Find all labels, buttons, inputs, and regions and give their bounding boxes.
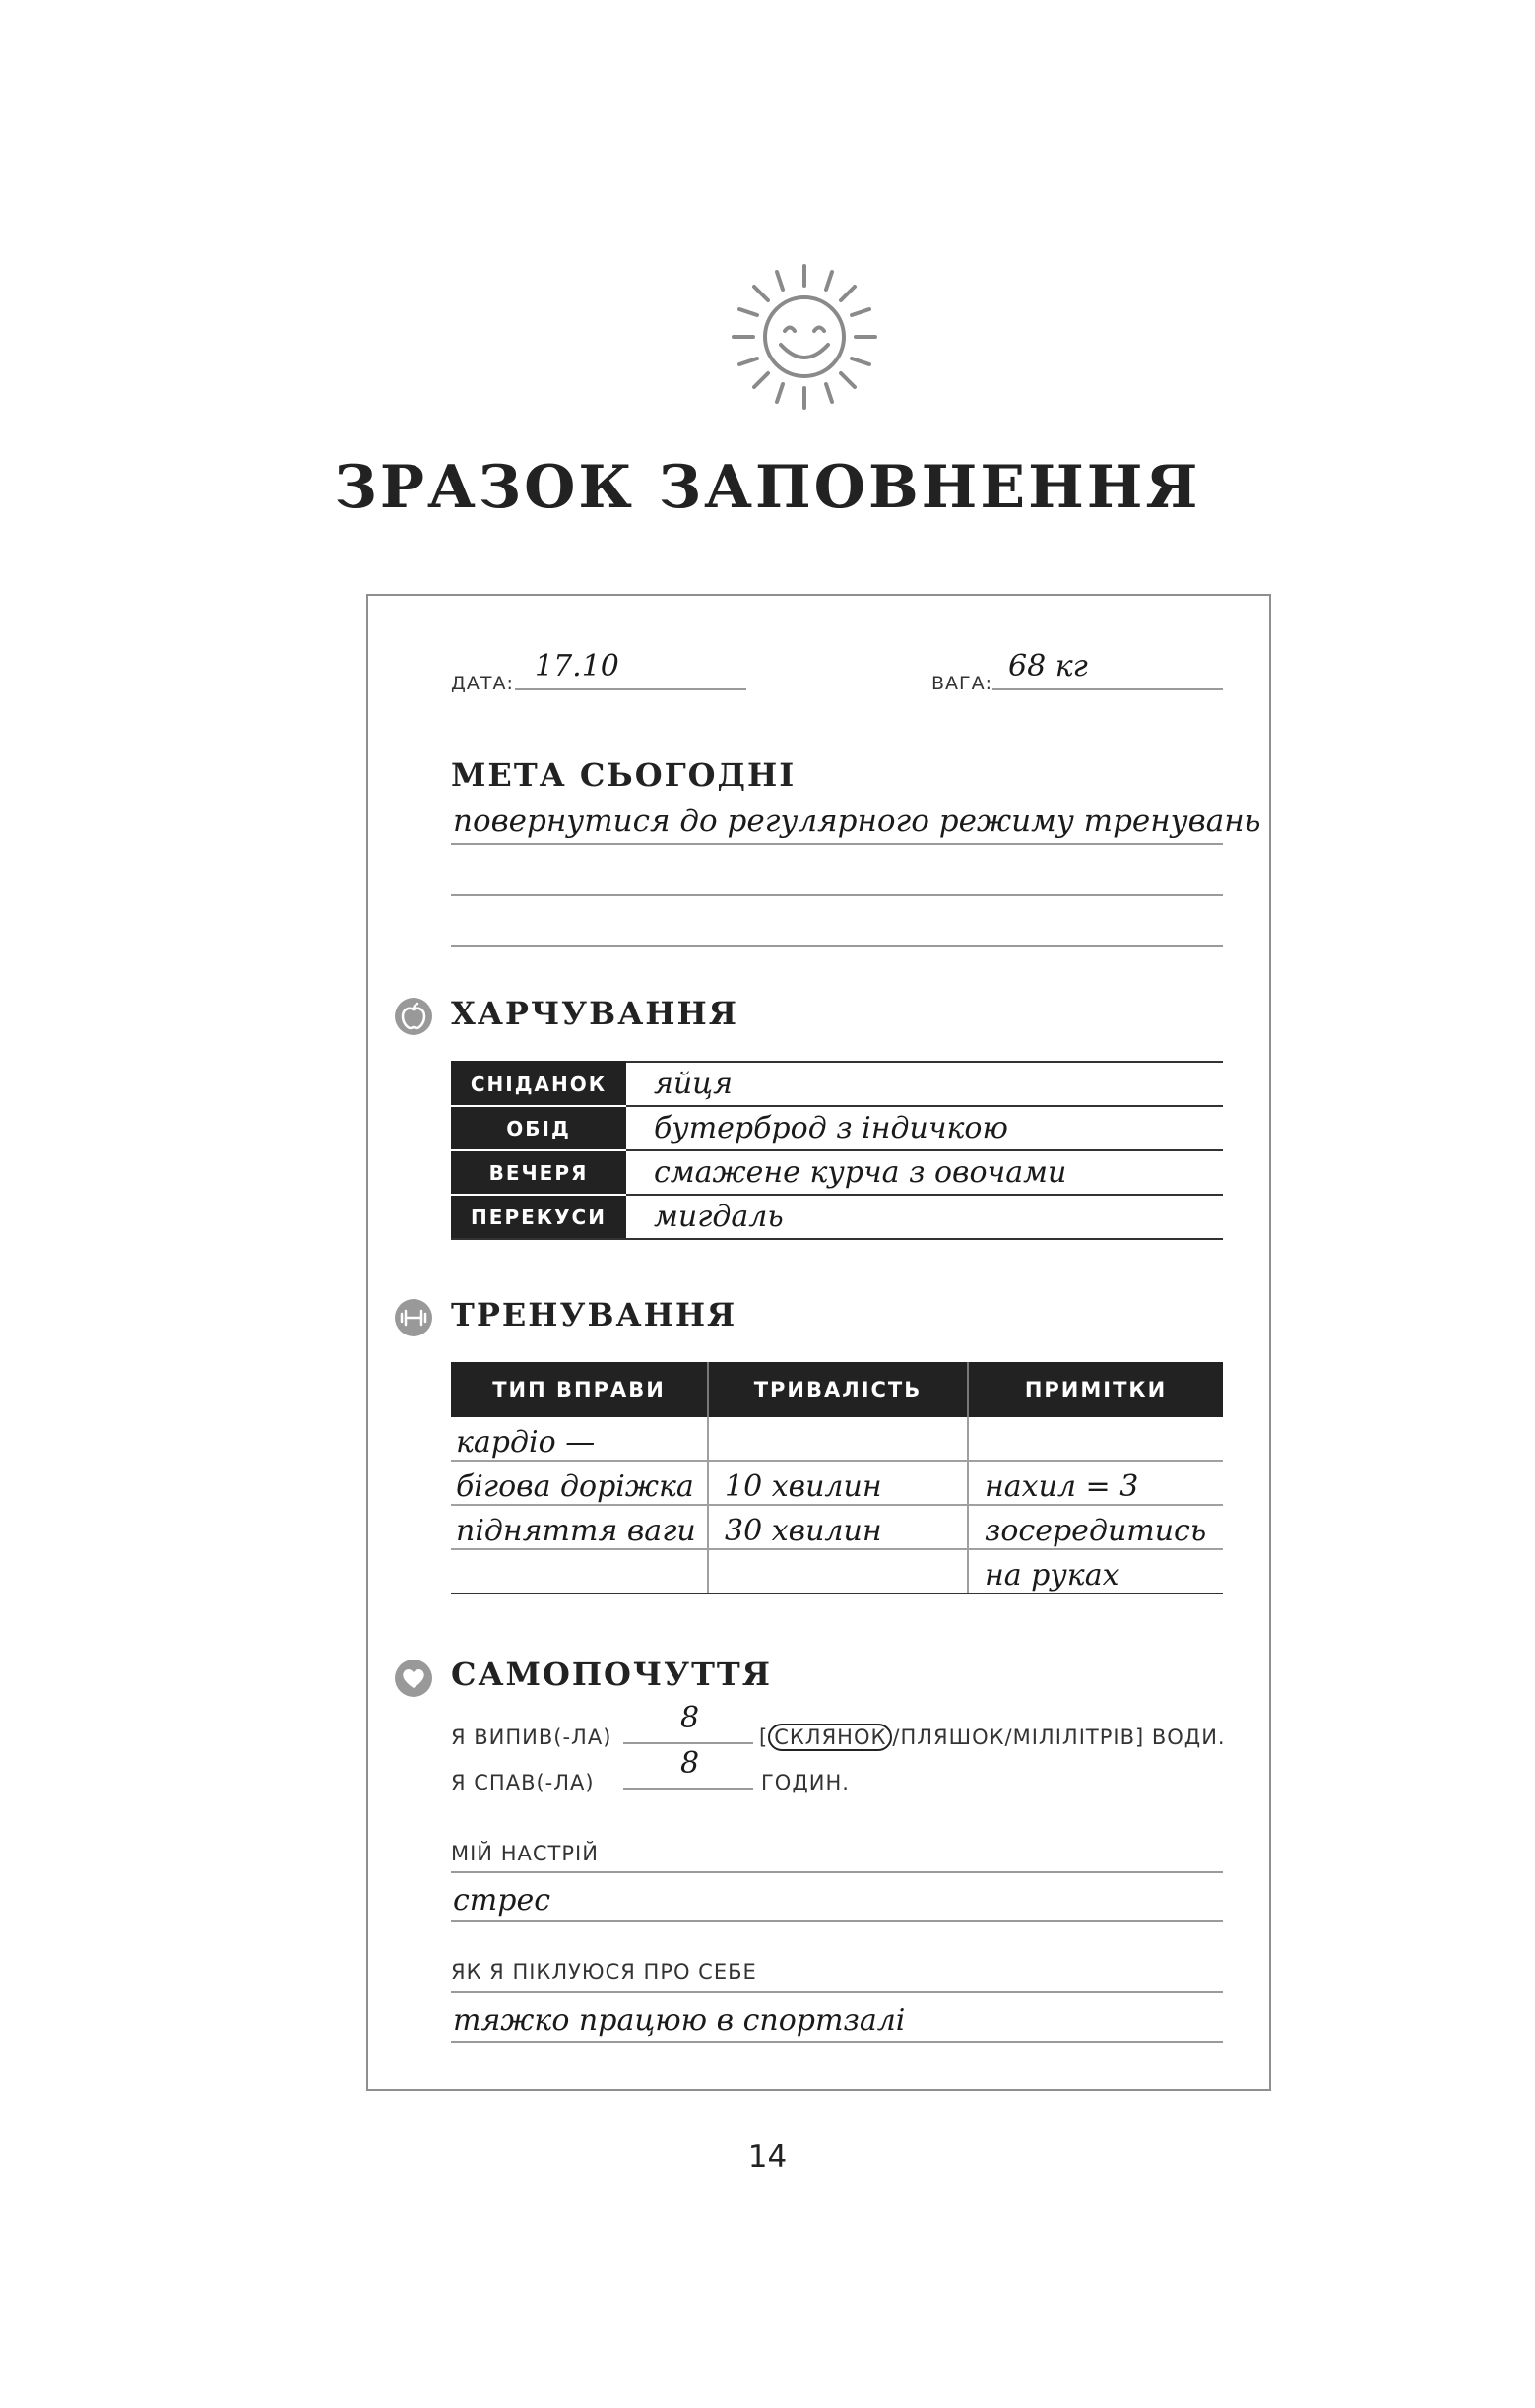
notes-cell[interactable]: нахил = 3 xyxy=(968,1461,1223,1505)
wellbeing-title: САМОПОЧУТТЯ xyxy=(451,1656,772,1693)
column-header: ПРИМІТКИ xyxy=(968,1362,1223,1417)
goal-title: МЕТА СЬОГОДНІ xyxy=(451,756,797,794)
table-row xyxy=(451,1195,1223,1239)
duration-cell[interactable]: 10 хвилин xyxy=(708,1461,968,1505)
date-label: ДАТА: xyxy=(451,673,514,694)
dumbbell-icon xyxy=(394,1298,433,1337)
table-header-row xyxy=(451,1362,1223,1417)
meal-value[interactable]: бутерброд з індичкою xyxy=(626,1106,1223,1150)
table-row xyxy=(451,1150,1223,1195)
water-label: Я ВИПИВ(-ЛА) xyxy=(451,1725,612,1749)
duration-cell[interactable] xyxy=(708,1417,968,1461)
exercise-type-cell[interactable]: бігова доріжка xyxy=(451,1461,708,1505)
goal-line-3[interactable] xyxy=(451,902,1223,947)
table-row xyxy=(451,1461,1223,1505)
nutrition-title: ХАРЧУВАННЯ xyxy=(451,995,738,1032)
water-unit-selected[interactable]: СКЛЯНОК xyxy=(768,1724,892,1751)
sleep-value: 8 xyxy=(680,1746,700,1781)
weight-value: 68 кг xyxy=(1008,649,1088,683)
notes-cell[interactable]: зосередитись xyxy=(968,1505,1223,1549)
meal-value[interactable]: смажене курча з овочами xyxy=(626,1150,1223,1195)
column-header: ТИП ВПРАВИ xyxy=(451,1362,708,1417)
date-value: 17.10 xyxy=(535,649,619,683)
exercise-type-cell[interactable] xyxy=(451,1549,708,1594)
meal-value[interactable]: яйця xyxy=(626,1062,1223,1106)
table-row xyxy=(451,1106,1223,1150)
date-field[interactable] xyxy=(515,649,746,690)
notes-cell[interactable]: на руках xyxy=(968,1549,1223,1594)
goal-text: повернутися до регулярного режиму тренувань xyxy=(453,804,1261,839)
mood-field[interactable] xyxy=(451,1877,1223,1922)
exercise-type-cell[interactable]: підняття ваги xyxy=(451,1505,708,1549)
notes-cell[interactable] xyxy=(968,1417,1223,1461)
duration-cell[interactable]: 30 хвилин xyxy=(708,1505,968,1549)
meal-label: ПЕРЕКУСИ xyxy=(451,1195,626,1239)
selfcare-field[interactable] xyxy=(451,1997,1223,2043)
goal-line-1[interactable] xyxy=(451,800,1261,845)
water-value: 8 xyxy=(680,1701,700,1735)
water-field[interactable] xyxy=(623,1701,753,1744)
meal-value[interactable]: мигдаль xyxy=(626,1195,1223,1239)
page-title: ЗРАЗОК ЗАПОВНЕННЯ xyxy=(334,453,1201,522)
table-row xyxy=(451,1549,1223,1594)
column-header: ТРИВАЛІСТЬ xyxy=(708,1362,968,1417)
table-row xyxy=(451,1505,1223,1549)
exercise-type-cell[interactable]: кардіо — xyxy=(451,1417,708,1461)
heart-icon xyxy=(394,1659,433,1698)
selfcare-label-line xyxy=(451,1956,1223,1993)
weight-field[interactable] xyxy=(992,649,1223,690)
page-number: 14 xyxy=(747,2139,788,2175)
weight-label: ВАГА: xyxy=(931,673,993,694)
meal-label: ОБІД xyxy=(451,1106,626,1150)
meal-label: ВЕЧЕРЯ xyxy=(451,1150,626,1195)
sleep-units: ГОДИН. xyxy=(761,1771,850,1794)
smiling-sun-icon xyxy=(726,258,883,416)
table-row xyxy=(451,1417,1223,1461)
duration-cell[interactable] xyxy=(708,1549,968,1594)
mood-label-line xyxy=(451,1836,1223,1873)
table-row xyxy=(451,1062,1223,1106)
workout-table xyxy=(451,1362,1223,1594)
workout-title: ТРЕНУВАННЯ xyxy=(451,1296,737,1334)
mood-label: МІЙ НАСТРІЙ xyxy=(451,1842,599,1865)
water-units: [ СКЛЯНОК /ПЛЯШОК/МІЛІЛІТРІВ] ВОДИ. xyxy=(759,1725,1226,1749)
meal-label: СНІДАНОК xyxy=(451,1062,626,1106)
selfcare-label: ЯК Я ПІКЛУЮСЯ ПРО СЕБЕ xyxy=(451,1960,757,1984)
meals-table xyxy=(451,1061,1223,1240)
apple-icon xyxy=(394,997,433,1036)
sleep-field[interactable] xyxy=(623,1746,753,1790)
goal-line-2[interactable] xyxy=(451,851,1223,896)
selfcare-value: тяжко працюю в спортзалі xyxy=(453,2003,906,2038)
sleep-label: Я СПАВ(-ЛА) xyxy=(451,1771,595,1794)
mood-value: стрес xyxy=(453,1883,551,1918)
